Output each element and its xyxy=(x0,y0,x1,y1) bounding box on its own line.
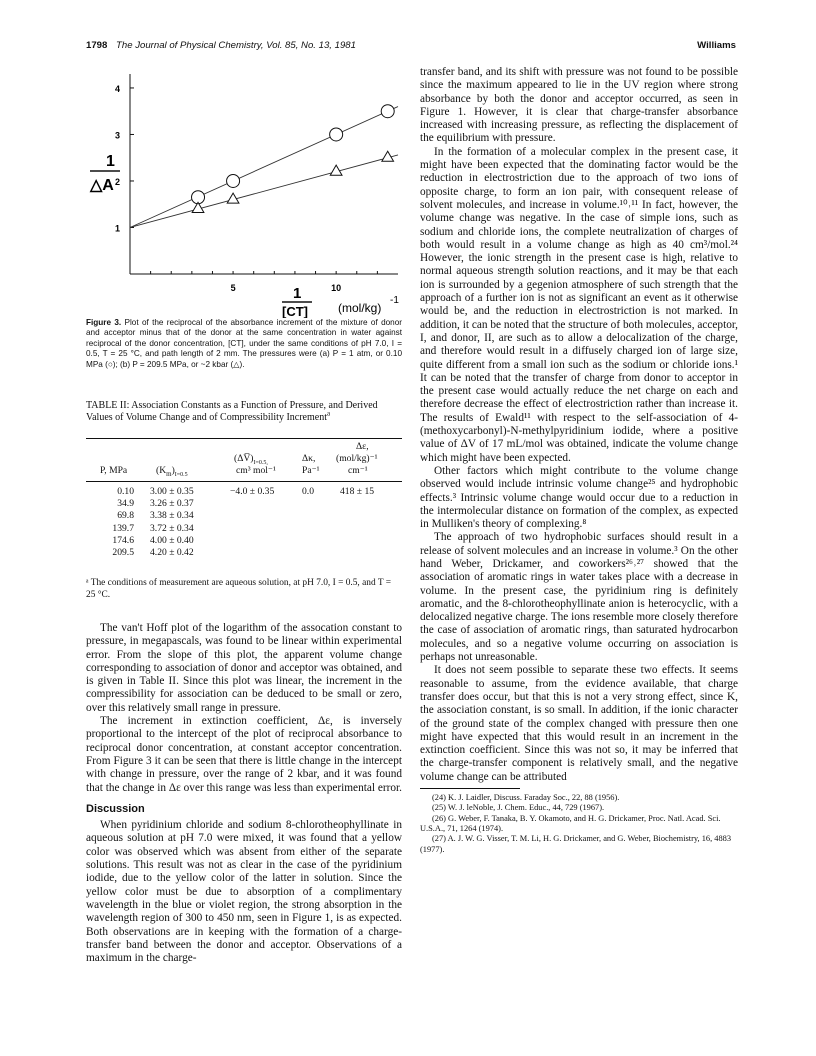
table-cell-p: 34.9 xyxy=(117,498,134,510)
figure-3-plot xyxy=(86,66,402,318)
table-row xyxy=(86,498,402,510)
plot-axes xyxy=(130,74,398,274)
table-title-footnote-mark: a xyxy=(326,409,331,418)
table-row xyxy=(86,510,402,522)
x-tick-label: 5 xyxy=(230,283,236,293)
figure-caption xyxy=(86,318,402,370)
x-axis-units-exponent: -1 xyxy=(390,295,399,306)
x-axis-units: (mol/kg) xyxy=(338,301,382,315)
left-column-text xyxy=(86,622,402,965)
col-header-de: Δε, xyxy=(356,441,369,452)
table-cell-km: 3.72 ± 0.34 xyxy=(150,522,194,534)
circle-fit-line xyxy=(130,107,398,228)
col-header-dv xyxy=(234,453,268,466)
reference-26: (26) G. Weber, F. Tanaka, B. Y. Okamoto, and H. G. Drickamer, Proc. Natl. Acad. Sci. U.S.A., 71, 1264 (1974). xyxy=(420,813,721,833)
km-sub2: I=0.5 xyxy=(174,471,188,478)
y-tick-label: 4 xyxy=(114,83,120,94)
reference-27: (27) A. J. W. G. Visser, T. M. Li, H. G. Drickamer, and G. Weber, Biochemistry, 16, 4883 (1977). xyxy=(420,834,732,854)
table-row xyxy=(86,535,402,547)
x-axis-label-numerator: 1 xyxy=(293,285,302,302)
reference-24: (24) K. J. Laidler, Discuss. Faraday Soc., 22, 88 (1956). xyxy=(432,793,620,803)
paragraph: It does not seem possible to separate these two effects. It seems reasonable to assume, from the evidence available, that charge transfer does occur, but that this is not a very strong effect, since K, the association constant, is so small. In addition, if the ionic character of the ground state of the complex changed with pressure then one might have expected that this would result in an increment in the extinction coefficient. Since this was not so, it may be inferred that the charge-transfer component is relatively small, and the negative volume change can be attributed xyxy=(420,664,738,783)
table-ii xyxy=(86,438,402,559)
table-cell-de: 418 ± 15 xyxy=(340,486,375,497)
dv-sub: I=0.5, xyxy=(253,459,268,466)
table-row xyxy=(86,486,402,498)
table-cell-km: 3.26 ± 0.37 xyxy=(150,498,194,510)
journal-citation: The Journal of Physical Chemistry, Vol. 85, No. 13, 1981 xyxy=(116,40,356,51)
paragraph: When pyridinium chloride and sodium 8-chlorotheophyllinate in aqueous solution at pH 7.0 were mixed, it was found that a yellow color was observed which was absent from either of the separate solutions. This result was not as clear in the case of the pyridinium iodide, due to the yellow color of the latter in solution. Since the yellow color must be due to absorption of a complimentary wavelength in the blue or violet region, the strong absorption in the wavelength region of 300 to 450 nm, seen in Figure 1, is as expected. Both observations are in keeping with the formation of a charge-transfer band between the donor and acceptor. Observations of a maximum in the charge- xyxy=(86,819,402,965)
paragraph: The approach of two hydrophobic surfaces should result in a release of solvent molecules and an increase in volume.³ On the other hand Weber, Drickamer, and coworkers²⁶˒²⁷ showed that the association of aromatic rings in water takes place with a decrease in volume. In the present case, the pyridinium ring is definitely aromatic, and the 8-chlorotheophyllinate anion is heterocyclic, with a delocalized negative charge. The ions resemble more closely therefore the case of association of aromatic rings, than saturated hydrocarbon molecules, and so a negative volume occurring on association is perhaps not unreasonable. xyxy=(420,531,738,664)
circle-data-point xyxy=(227,174,240,187)
paragraph: transfer band, and its shift with pressure was not found to be possible since the maximum appeared to lie in the UV region where strong absorbance by both the donor and acceptor occurred, as seen in Figure 1. However, it is clear that charge-transfer absorbance increased with increasing pressure, as reflecting the displacement of the equilibrium with pressure. xyxy=(420,66,738,145)
table-row xyxy=(86,523,402,535)
circle-data-point xyxy=(381,105,394,118)
km-open: (K xyxy=(156,465,167,476)
table-cell-p: 174.6 xyxy=(112,534,134,546)
paragraph: Other factors which might contribute to the volume change observed would include intrinsic volume change²⁵ and hydrophobic effects.³ Intrinsic volume change would occur due to a reduction in the intermolecular distance on formation of the complex, as expected in Mulliken's theory of complexing.⁸ xyxy=(420,464,738,531)
table-cell-p: 139.7 xyxy=(112,522,134,534)
paragraph: In the formation of a molecular complex in the present case, it might have been expected that the dominating factor would be the reduction in electrostriction due to the approach of two ions of opposite charge, to form an ion pair, with consequent release of solvent molecules, and increase in volume.¹⁰˒¹¹ In fact, however, the volume change was negative. In the case of simple ions, such as sodium and chloride ions, the complete neutralization of charges of both would result in a volume change as high as 40 cm³/mol.²⁴ However, the ionic strength in the present case is high, relative to normal aqueous strength solution reactions, and it may be that each ion is surrounded by a gegenion atmosphere of such strength that the approach of a further ion is not as significant an event as it otherwise would be, and the reduction in electrostriction is not marked. In addition, it can be noted that the structure of both molecules, acceptor, I, and donor, II, are such as to allow a delocalization of the charge, and therefore would result in a diffusely charged ion of large size, quite different from a small ion such as the sodium or chloride ions.¹ It can be noted that the transfer of charge from donor to acceptor in the present case would actually reduce the net charge on each and therefore decrease the effect of electrostriction rather than increase it. The results of Ewald¹¹ with respect to the self-association of 4-(methoxycarbonyl)-N-methylpyridinium iodide, where a positive value of ΔV of 17 mL/mol was obtained, indicate the volume change which might have been expected. xyxy=(420,145,738,464)
table-cell-p: 209.5 xyxy=(112,546,134,558)
y-tick-label: 1 xyxy=(114,223,120,234)
table-cell-km: 3.38 ± 0.34 xyxy=(150,510,194,522)
triangle-fit-line xyxy=(130,155,398,228)
table-cell-p: 69.8 xyxy=(117,510,134,522)
caption-text: Plot of the reciprocal of the absorbance increment of the mixture of donor and acceptor minus that of the donor at the same concentration in water against reciprocal of the donor concentration, [CT], under the same conditions of pH 7.0, I = 0.5, T = 25 °C, and path length of 2 mm. The pressures were (a) P = 1 atm, or 0.10 MPa (○); (b) P = 209.5 MPa, or ~2 kbar (△). xyxy=(86,318,403,369)
circle-data-point xyxy=(330,128,343,141)
reference-25: (25) W. J. leNoble, J. Chem. Educ., 44, 729 (1967). xyxy=(432,803,605,813)
table-cell-km: 4.20 ± 0.42 xyxy=(150,546,194,558)
table-title xyxy=(86,400,402,424)
section-heading-discussion: Discussion xyxy=(86,802,145,815)
table-body xyxy=(86,486,402,559)
table-header xyxy=(86,439,402,481)
x-axis-label-denominator: [CT] xyxy=(282,304,308,318)
col-header-km xyxy=(156,465,188,478)
table-cell-p: 0.10 xyxy=(117,486,134,497)
plot-ticks xyxy=(115,84,377,293)
col-header-dk-units: Pa⁻¹ xyxy=(302,465,320,476)
table-row xyxy=(86,547,402,559)
km-sub: m xyxy=(166,469,172,478)
col-header-de-units1: (mol/kg)⁻¹ xyxy=(336,453,378,464)
y-tick-label: 2 xyxy=(114,176,120,187)
table-cell-km: 4.00 ± 0.40 xyxy=(150,534,194,546)
col-header-dv-units: cm³ mol⁻¹ xyxy=(236,465,276,476)
running-header xyxy=(86,40,736,56)
dv-label: (ΔV̅) xyxy=(234,453,254,464)
page-number: 1798 xyxy=(86,40,108,51)
y-tick-label: 3 xyxy=(114,130,120,141)
table-title-text: TABLE II: Association Constants as a Function of Pressure, and Derived Values of Volume Change and of Compressibility Increment xyxy=(86,400,378,423)
col-header-dk: Δκ, xyxy=(302,453,316,464)
references-rule xyxy=(420,788,520,789)
plot-fit-lines xyxy=(130,107,398,228)
table-cell-dk: 0.0 xyxy=(302,486,314,497)
paragraph: The increment in extinction coefficient, Δε, is inversely proportional to the intercept of the plot of reciprocal absorbance to reciprocal donor concentration, at constant acceptor concentration. From Figure 3 it can be seen that there is little change in the intercept with change in pressure, over the range of 2 kbar, and it was found that the change in Δε over this range was less than experimental error. xyxy=(86,715,402,794)
table-footnote: ᵃ The conditions of measurement are aqueous solution, at pH 7.0, I = 0.5, and T = 25 °C. xyxy=(86,578,392,600)
col-header-de-units2: cm⁻¹ xyxy=(348,465,368,476)
right-column-text xyxy=(420,66,738,855)
x-tick-label: 10 xyxy=(331,283,342,293)
y-axis-label-denominator: △A xyxy=(90,177,114,194)
header-author: Williams xyxy=(697,40,736,51)
plot-markers xyxy=(192,105,395,213)
caption-label: Figure 3. xyxy=(86,318,122,327)
col-header-p: P, MPa xyxy=(100,465,128,476)
paragraph: The van't Hoff plot of the logarithm of the assocation constant to pressure, in megapascals, was found to be linear within experimental error. From the slope of this plot, the apparent volume change corresponding to association of donor and acceptor was obtained, and is given in Table II. Since this plot was linear, the increment in the compressibility for association can be deduced to be small or zero, over this relatively small range in pressure. xyxy=(86,622,402,714)
table-cell-dv: −4.0 ± 0.35 xyxy=(230,486,275,497)
table-cell-km: 3.00 ± 0.35 xyxy=(150,486,194,497)
triangle-data-point xyxy=(192,202,204,212)
header-left xyxy=(86,40,356,51)
km-close: ) xyxy=(171,465,175,476)
references xyxy=(420,793,738,855)
y-axis-label-numerator: 1 xyxy=(106,153,115,170)
